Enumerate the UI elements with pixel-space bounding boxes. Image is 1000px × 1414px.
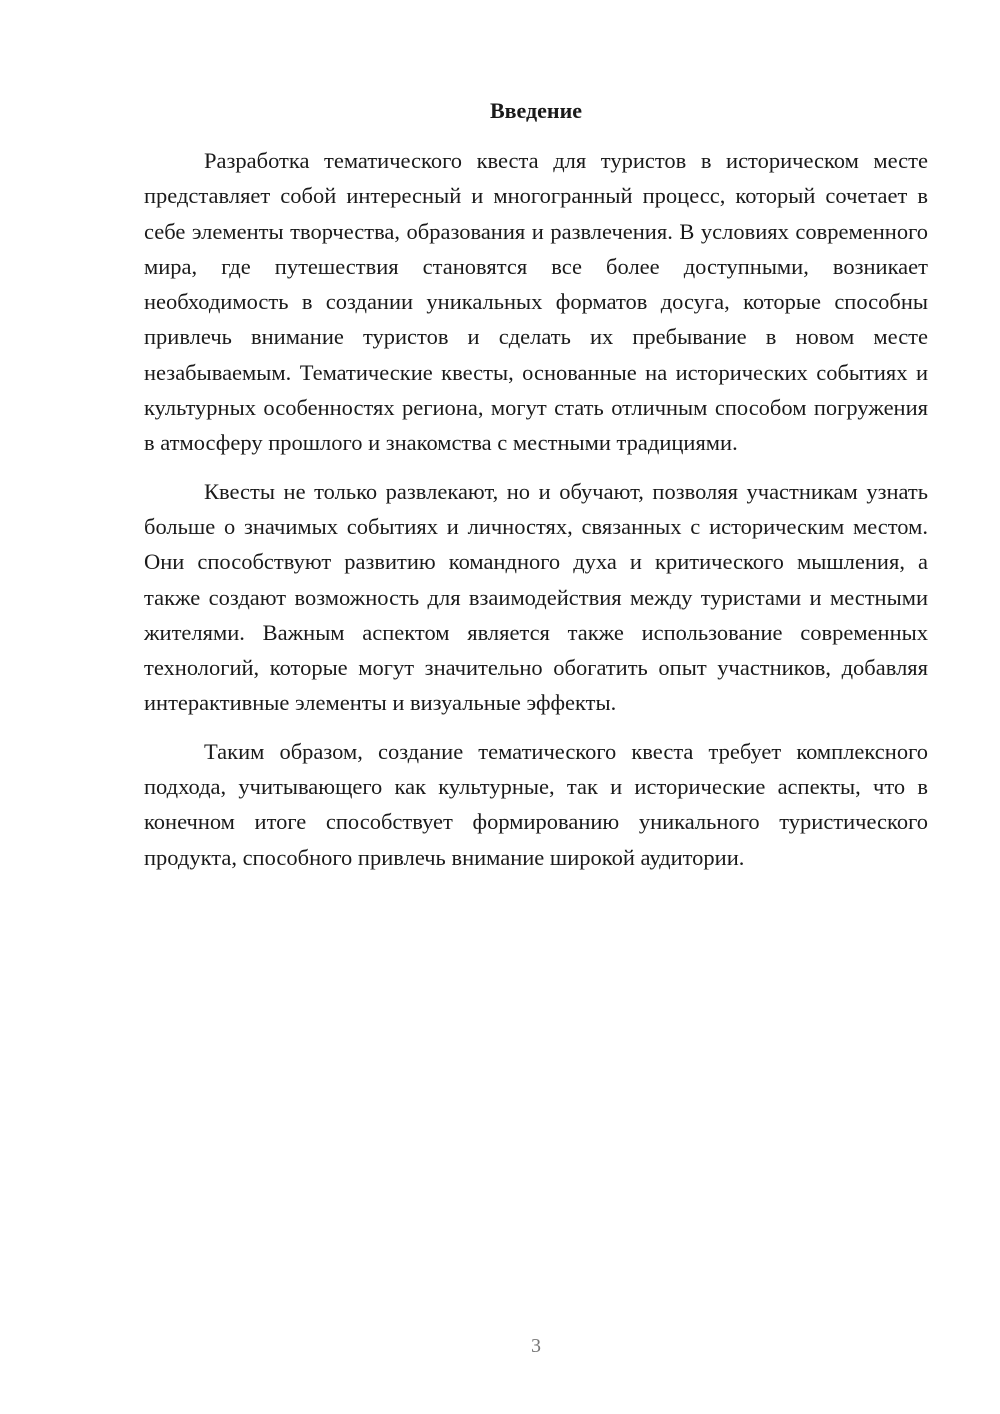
body-text [144,143,928,888]
paragraph-2: Квесты не только развлекают, но и обучают, позволяя участникам узнать больше о значимых событиях и личностях, связанных с историческим местом. Они способствуют развитию командного духа и критического мышления, а также создают возможность для взаимодействия между туристами и местными жителями. Важным аспектом является также использование современных технологий, которые могут значительно обогатить опыт участников, добавляя интерактивные элементы и визуальные эффекты. [144,478,928,716]
paragraph-3: Таким образом, создание тематического квеста требует комплексного подхода, учитывающего как культурные, так и исторические аспекты, что в конечном итоге способствует формированию уникального туристического продукта, способного привлечь внимание широкой аудитории. [144,738,928,870]
section-heading: Введение [489,98,583,123]
paragraph-1: Разработка тематического квеста для туристов в историческом месте представляет собой интересный и многогранный процесс, который сочетает в себе элементы творчества, образования и развлечения. В условиях современного мира, где путешествия становятся все более доступными, возникает необходимость в создании уникальных форматов досуга, которые способны привлечь внимание туристов и сделать их пребывание в новом месте незабываемым. Тематические квесты, основанные на исторических событиях и культурных особенностях региона, могут стать отличным способом погружения в атмосферу прошлого и знакомства с местными традициями. [144,148,928,456]
page-number: 3 [531,1335,541,1357]
